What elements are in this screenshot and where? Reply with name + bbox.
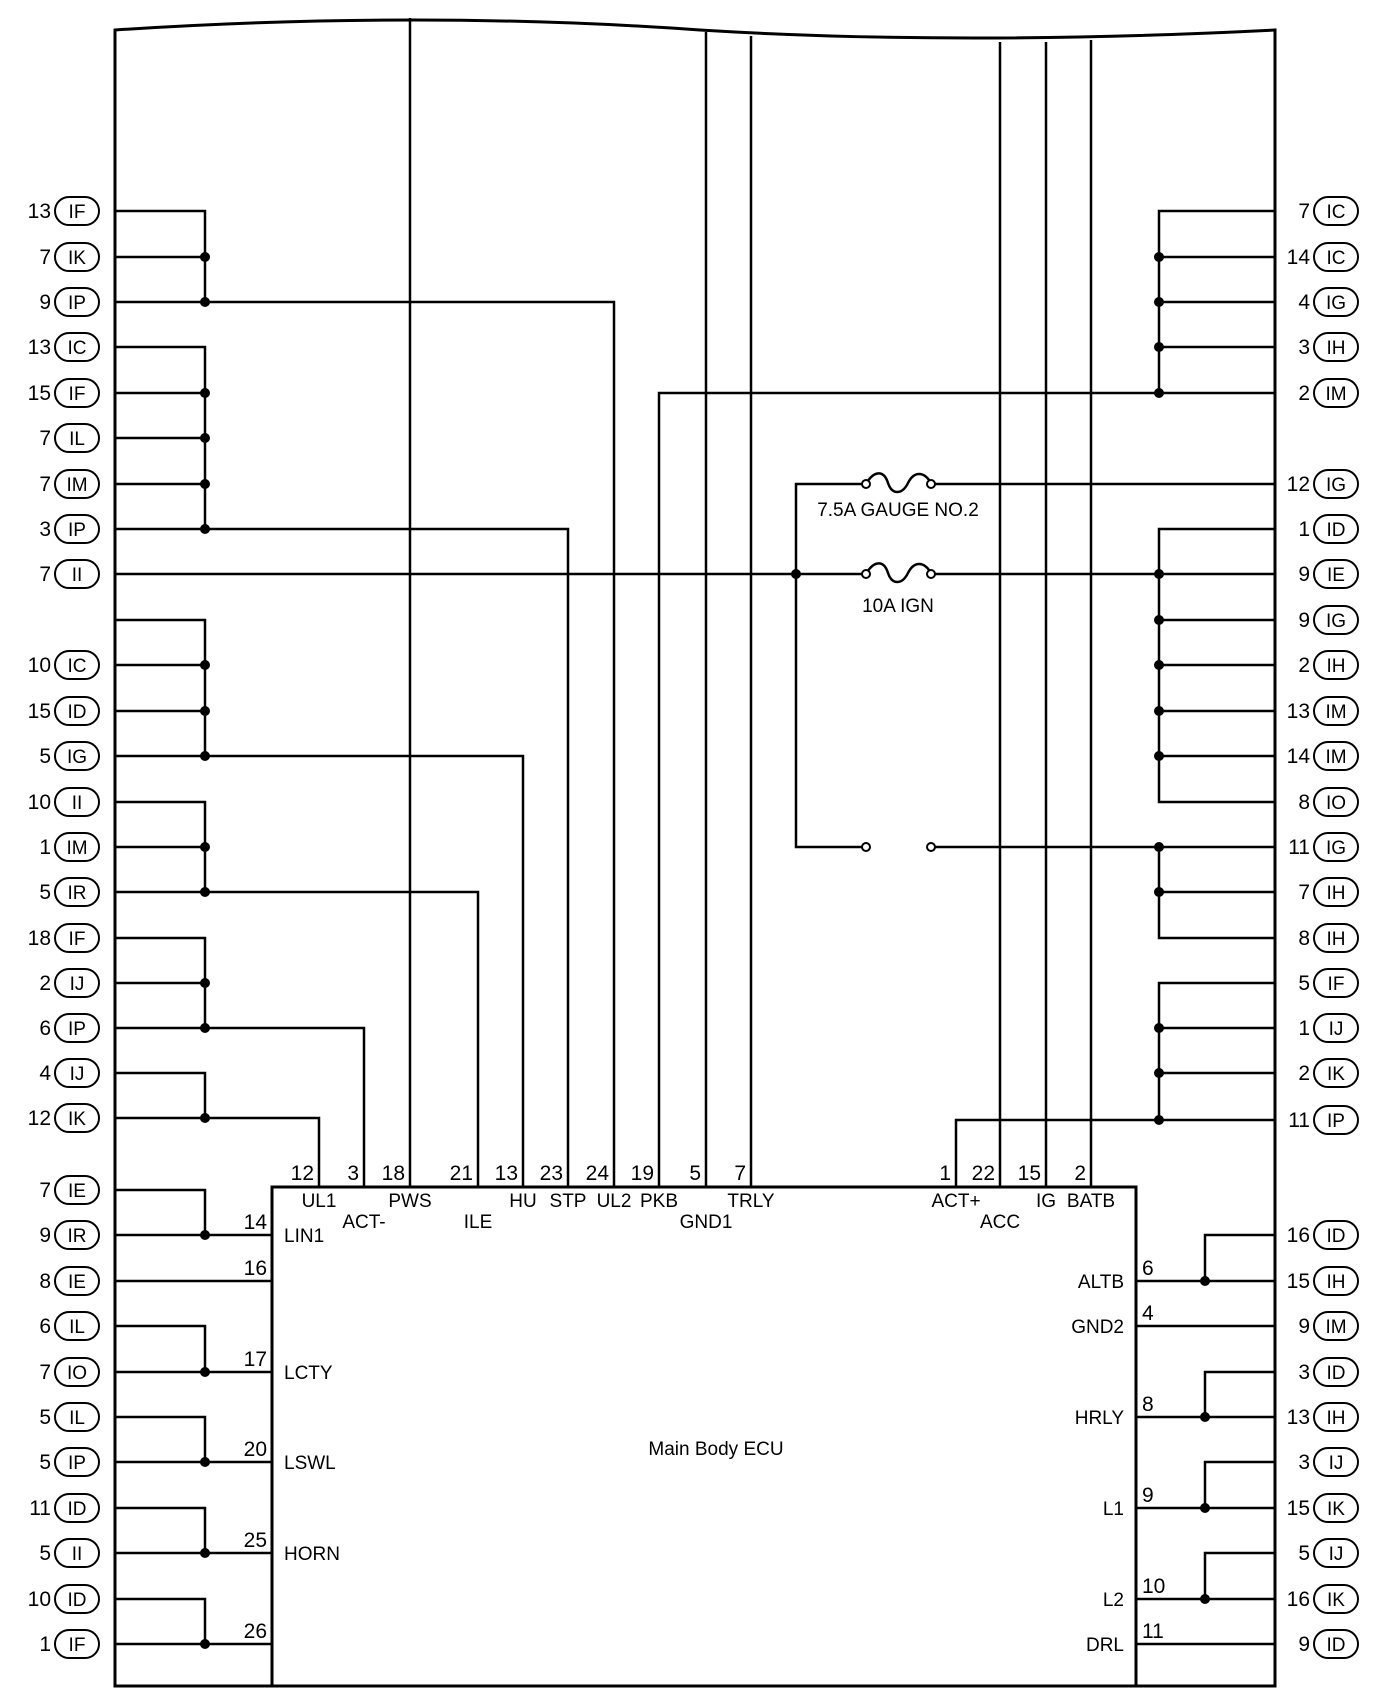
connector-code: IM: [1325, 747, 1347, 768]
ecu-signal-name: LIN1: [284, 1226, 325, 1247]
ecu-pin-number: 20: [243, 1438, 267, 1461]
connector-code: IG: [1325, 838, 1347, 859]
ecu-pin-number: 12: [290, 1162, 314, 1185]
connector-code: IE: [1327, 565, 1345, 586]
connector-terminal: [1298, 333, 1358, 361]
terminal-pin-number: 3: [1298, 1361, 1310, 1384]
connector-code: IC: [1326, 248, 1346, 269]
terminal-pin-number: 18: [27, 927, 51, 950]
terminal-pin-number: 1: [1298, 518, 1310, 541]
terminal-pin-number: 16: [1286, 1588, 1310, 1611]
connector-code: IJ: [1328, 1019, 1344, 1040]
ecu-pin-number: 1: [939, 1162, 951, 1185]
connector-terminal: [1298, 1358, 1358, 1386]
connector-terminal: [1298, 379, 1358, 407]
connector-terminal: [1298, 1014, 1358, 1042]
terminal-pin-number: 3: [1298, 1451, 1310, 1474]
terminal-pin-number: 13: [27, 336, 51, 359]
ecu-pin-number: 8: [1142, 1393, 1154, 1416]
connector-terminal: [1287, 1403, 1358, 1431]
ecu-signal-name: GND1: [679, 1212, 733, 1233]
ecu-pin-number: 14: [243, 1211, 267, 1234]
connector-code: IM: [1325, 384, 1347, 405]
connector-terminal: [39, 470, 99, 498]
connector-code: IO: [66, 1363, 88, 1384]
connector-terminal: [39, 424, 99, 452]
connector-terminal: [1298, 606, 1358, 634]
terminal-pin-number: 1: [1298, 1017, 1310, 1040]
connector-terminal: [28, 197, 99, 225]
terminal-pin-number: 1: [39, 1633, 51, 1656]
terminal-pin-number: 2: [1298, 654, 1310, 677]
connector-terminal: [1287, 1585, 1358, 1613]
terminal-pin-number: 9: [1298, 1315, 1310, 1338]
connector-terminal: [29, 1494, 99, 1522]
ecu-pin-number: 21: [449, 1162, 473, 1185]
connector-terminal: [39, 1403, 99, 1431]
connector-code: IJ: [69, 1064, 85, 1085]
connector-terminal: [39, 1176, 99, 1204]
connector-code: IK: [68, 1109, 86, 1130]
connector-code: IH: [1326, 1408, 1346, 1429]
connector-terminal: [39, 1059, 99, 1087]
connector-code: IG: [66, 747, 88, 768]
terminal-pin-number: 15: [27, 382, 51, 405]
connector-code: ID: [67, 1590, 87, 1611]
terminal-pin-number: 14: [1286, 745, 1310, 768]
ecu-pin-number: 2: [1074, 1162, 1086, 1185]
connector-terminal: [39, 833, 99, 861]
connector-terminal: [39, 560, 99, 588]
terminal-pin-number: 7: [39, 427, 51, 450]
connector-code: IE: [68, 1181, 86, 1202]
connector-code: IC: [67, 656, 87, 677]
ecu-pin-number: 7: [734, 1162, 746, 1185]
ecu-pin-number: 17: [243, 1348, 267, 1371]
connector-code: IL: [69, 1408, 85, 1429]
connector-code: IF: [68, 1635, 86, 1656]
connector-code: IL: [69, 1317, 85, 1338]
terminal-pin-number: 5: [39, 1542, 51, 1565]
connector-code: IG: [1325, 475, 1347, 496]
ecu-signal-name: HORN: [284, 1544, 340, 1565]
terminal-pin-number: 2: [1298, 1062, 1310, 1085]
connector-terminal: [39, 742, 99, 770]
connector-terminal: [39, 288, 99, 316]
ecu-signal-name: L2: [1102, 1590, 1124, 1611]
ecu-signal-name: GND2: [1071, 1317, 1124, 1338]
ecu-signal-name: TRLY: [727, 1191, 775, 1212]
connector-code: IP: [68, 293, 86, 314]
connector-code: IM: [66, 838, 88, 859]
terminal-pin-number: 15: [1286, 1497, 1310, 1520]
ecu-pin-number: 13: [494, 1162, 518, 1185]
connector-terminal: [1298, 1312, 1358, 1340]
terminal-pin-number: 8: [1298, 927, 1310, 950]
connector-terminal: [28, 697, 99, 725]
connector-terminal: [28, 1585, 99, 1613]
connector-terminal: [1298, 924, 1358, 952]
terminal-pin-number: 11: [1288, 836, 1310, 859]
connector-terminal: [1287, 742, 1358, 770]
ecu-signal-name: IG: [1035, 1191, 1057, 1212]
connector-terminal: [39, 243, 99, 271]
connector-code: ID: [1326, 1226, 1346, 1247]
connector-code: ID: [1326, 1635, 1346, 1656]
connector-terminal: [1298, 878, 1358, 906]
terminal-pin-number: 10: [27, 654, 51, 677]
terminal-pin-number: 3: [1298, 336, 1310, 359]
ecu-signal-name: HRLY: [1074, 1408, 1124, 1429]
terminal-pin-number: 2: [1298, 382, 1310, 405]
terminal-pin-number: 5: [39, 1451, 51, 1474]
connector-code: IH: [1326, 338, 1346, 359]
terminal-pin-number: 1: [39, 836, 51, 859]
left-connector-terminals: [28, 197, 99, 1658]
ecu-label: Main Body ECU: [648, 1439, 784, 1460]
connector-terminal: [1287, 1267, 1358, 1295]
connector-code: IC: [1326, 202, 1346, 223]
connector-code: IJ: [1328, 1544, 1344, 1565]
terminal-pin-number: 11: [1288, 1109, 1310, 1132]
connector-code: IP: [68, 1019, 86, 1040]
connector-terminal: [28, 1104, 99, 1132]
ecu-box: [272, 1187, 1136, 1686]
connector-code: IK: [1327, 1590, 1345, 1611]
terminal-pin-number: 15: [27, 700, 51, 723]
ecu-pin-number: 4: [1142, 1302, 1154, 1325]
connector-terminal: [1298, 197, 1358, 225]
terminal-pin-number: 9: [1298, 1633, 1310, 1656]
connector-terminal: [1298, 651, 1358, 679]
connector-code: IG: [1325, 293, 1347, 314]
ecu-signal-name: ALTB: [1077, 1272, 1124, 1293]
connector-code: IR: [67, 1226, 87, 1247]
connector-terminal: [1298, 969, 1358, 997]
connector-code: II: [71, 565, 83, 586]
terminal-pin-number: 13: [27, 200, 51, 223]
connector-terminal: [39, 515, 99, 543]
connector-code: IF: [68, 929, 86, 950]
ecu-pin-number: 6: [1142, 1257, 1154, 1280]
connector-code: ID: [1326, 520, 1346, 541]
ecu-signal-name: DRL: [1085, 1635, 1124, 1656]
connector-terminal: [1287, 1221, 1358, 1249]
terminal-pin-number: 3: [39, 518, 51, 541]
ecu-top-pins: [291, 1162, 1115, 1233]
ecu-signal-name: ILE: [463, 1212, 493, 1233]
right-connector-terminals: [1287, 197, 1358, 1658]
connector-code: IL: [69, 429, 85, 450]
connector-code: IM: [66, 475, 88, 496]
connector-code: ID: [1326, 1363, 1346, 1384]
ecu-pin-number: 24: [585, 1162, 609, 1185]
ecu-signal-name: ACT-: [342, 1212, 386, 1233]
connector-terminal: [28, 651, 99, 679]
connector-code: IP: [1327, 1111, 1345, 1132]
terminal-pin-number: 6: [39, 1315, 51, 1338]
ecu-signal-name: ACT+: [931, 1191, 981, 1212]
ecu-pin-number: 22: [971, 1162, 995, 1185]
connector-code: II: [71, 793, 83, 814]
fuse-label-gauge: 7.5A GAUGE NO.2: [817, 500, 979, 521]
connector-code: IP: [68, 1453, 86, 1474]
ecu-signal-name: LCTY: [284, 1363, 333, 1384]
terminal-pin-number: 12: [1286, 473, 1310, 496]
ecu-pin-number: 9: [1142, 1484, 1154, 1507]
terminal-pin-number: 2: [39, 972, 51, 995]
terminal-pin-number: 5: [1298, 972, 1310, 995]
connector-terminal: [1298, 788, 1358, 816]
connector-code: IK: [1327, 1064, 1345, 1085]
terminal-pin-number: 13: [1286, 700, 1310, 723]
terminal-pin-number: 11: [29, 1497, 51, 1520]
connector-terminal: [1298, 1630, 1358, 1658]
terminal-pin-number: 4: [1298, 291, 1310, 314]
connector-terminal: [1287, 243, 1358, 271]
ecu-right-pins: [1071, 1257, 1165, 1656]
ecu-pin-number: 16: [243, 1257, 267, 1280]
connector-code: IJ: [69, 974, 85, 995]
connector-terminal: [28, 924, 99, 952]
connector-terminal: [39, 1630, 99, 1658]
ecu-signal-name: UL2: [596, 1191, 632, 1212]
terminal-pin-number: 12: [27, 1107, 51, 1130]
diagram-frame: [115, 20, 1275, 1686]
connector-terminal: [39, 878, 99, 906]
connector-terminal: [1287, 470, 1358, 498]
terminal-pin-number: 15: [1286, 1270, 1310, 1293]
terminal-pin-number: 8: [1298, 791, 1310, 814]
connector-code: IJ: [1328, 1453, 1344, 1474]
terminal-pin-number: 7: [1298, 881, 1310, 904]
fuse-terminals: [862, 480, 935, 851]
ecu-pin-number: 3: [347, 1162, 359, 1185]
connector-terminal: [39, 1312, 99, 1340]
ecu-pin-number: 19: [630, 1162, 654, 1185]
fuse-label-ign: 10A IGN: [862, 596, 934, 617]
ecu-signal-name: PWS: [388, 1191, 432, 1212]
ecu-pin-number: 23: [539, 1162, 563, 1185]
ecu-pin-number: 26: [243, 1620, 267, 1643]
terminal-pin-number: 10: [27, 1588, 51, 1611]
ecu-signal-name: HU: [509, 1191, 537, 1212]
terminal-pin-number: 5: [39, 1406, 51, 1429]
connector-terminal: [39, 1448, 99, 1476]
ecu-signal-name: L1: [1102, 1499, 1124, 1520]
connector-code: IK: [68, 248, 86, 269]
connector-terminal: [1288, 1106, 1358, 1134]
terminal-pin-number: 9: [39, 291, 51, 314]
terminal-pin-number: 7: [39, 246, 51, 269]
ecu-pin-number: 11: [1142, 1620, 1164, 1643]
connector-terminal: [1298, 1539, 1358, 1567]
ecu-pin-number: 10: [1142, 1575, 1166, 1598]
connector-terminal: [39, 1358, 99, 1386]
connector-terminal: [1298, 1059, 1358, 1087]
connector-terminal: [1287, 1494, 1358, 1522]
connector-code: IO: [1325, 793, 1347, 814]
ecu-pin-number: 25: [243, 1529, 267, 1552]
terminal-pin-number: 7: [1298, 200, 1310, 223]
wiring: [115, 18, 1275, 1644]
ecu-pin-number: 15: [1017, 1162, 1041, 1185]
terminal-pin-number: 9: [1298, 609, 1310, 632]
connector-code: IH: [1326, 929, 1346, 950]
ecu-signal-name: BATB: [1066, 1191, 1116, 1212]
connector-code: IR: [67, 883, 87, 904]
terminal-pin-number: 10: [27, 791, 51, 814]
connector-code: IP: [68, 520, 86, 541]
ecu-left-pins: [244, 1211, 340, 1643]
connector-code: IM: [1325, 702, 1347, 723]
connector-code: IF: [1327, 974, 1345, 995]
connector-terminal: [1288, 833, 1358, 861]
connector-terminal: [39, 1267, 99, 1295]
connector-terminal: [1298, 1448, 1358, 1476]
connector-code: IK: [1327, 1499, 1345, 1520]
ecu-pin-number: 18: [381, 1162, 405, 1185]
connector-code: IH: [1326, 656, 1346, 677]
connector-terminal: [1298, 560, 1358, 588]
connector-terminal: [28, 333, 99, 361]
connector-code: IF: [68, 384, 86, 405]
connector-terminal: [39, 1221, 99, 1249]
terminal-pin-number: 7: [39, 1361, 51, 1384]
terminal-pin-number: 7: [39, 563, 51, 586]
ecu-signal-name: PKB: [639, 1191, 679, 1212]
connector-code: IH: [1326, 1272, 1346, 1293]
connector-terminal: [39, 1539, 99, 1567]
terminal-pin-number: 9: [39, 1224, 51, 1247]
ecu-signal-name: LSWL: [284, 1453, 336, 1474]
terminal-pin-number: 5: [39, 881, 51, 904]
ecu-signal-name: STP: [549, 1191, 587, 1212]
terminal-pin-number: 16: [1286, 1224, 1310, 1247]
connector-code: ID: [67, 1499, 87, 1520]
connector-terminal: [28, 379, 99, 407]
connector-code: IC: [67, 338, 87, 359]
connector-code: IE: [68, 1272, 86, 1293]
ecu-signal-name: ACC: [979, 1212, 1021, 1233]
connector-terminal: [1287, 697, 1358, 725]
terminal-pin-number: 4: [39, 1062, 51, 1085]
connector-code: ID: [67, 702, 87, 723]
connector-code: IF: [68, 202, 86, 223]
terminal-pin-number: 7: [39, 473, 51, 496]
terminal-pin-number: 13: [1286, 1406, 1310, 1429]
connector-terminal: [39, 969, 99, 997]
terminal-pin-number: 7: [39, 1179, 51, 1202]
connector-terminal: [1298, 288, 1358, 316]
terminal-pin-number: 8: [39, 1270, 51, 1293]
terminal-pin-number: 6: [39, 1017, 51, 1040]
connector-terminal: [1298, 515, 1358, 543]
terminal-pin-number: 9: [1298, 563, 1310, 586]
ecu-pin-number: 5: [689, 1162, 701, 1185]
terminal-pin-number: 5: [39, 745, 51, 768]
connector-terminal: [39, 1014, 99, 1042]
ecu-signal-name: UL1: [301, 1191, 337, 1212]
terminal-pin-number: 14: [1286, 246, 1310, 269]
connector-code: IM: [1325, 1317, 1347, 1338]
connector-code: II: [71, 1544, 83, 1565]
terminal-pin-number: 5: [1298, 1542, 1310, 1565]
connector-code: IG: [1325, 611, 1347, 632]
connector-code: IH: [1326, 883, 1346, 904]
connector-terminal: [28, 788, 99, 816]
